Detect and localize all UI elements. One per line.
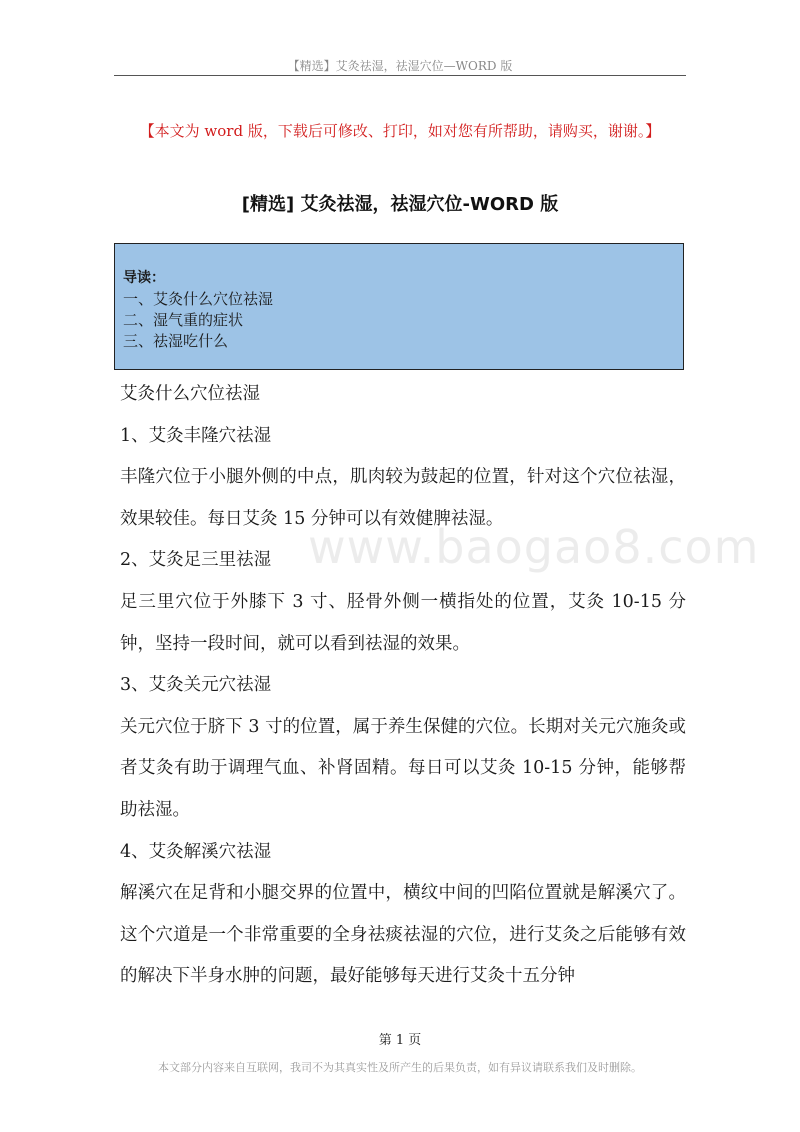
guide-label: 导读： <box>123 270 165 286</box>
paragraph-fenglong: 丰隆穴位于小腿外侧的中点，肌肉较为鼓起的位置，针对这个穴位祛湿，效果较佳。每日艾灸 15 分钟可以有效健脾祛湿。 <box>120 467 686 529</box>
page-number: 第 1 页 <box>378 1033 422 1048</box>
document-title: [精选] 艾灸祛湿，祛湿穴位-WORD 版 <box>241 194 559 215</box>
subheading-fenglong: 1、艾灸丰隆穴祛湿 <box>120 425 272 446</box>
paragraph-zusanli: 足三里穴位于外膝下 3 寸、胫骨外侧一横指处的位置，艾灸 10-15 分钟，坚持一段时间，就可以看到祛湿的效果。 <box>120 591 686 654</box>
paragraph-guanyuan: 关元穴位于脐下 3 寸的位置，属于养生保健的穴位。长期对关元穴施灸或者艾灸有助于调理气血、补肾固精。每日可以艾灸 10-15 分钟，能够帮助祛湿。 <box>120 716 686 820</box>
guide-item-3: 三、祛湿吃什么 <box>123 332 229 350</box>
guide-box <box>114 243 684 370</box>
running-header: 【精选】艾灸祛湿，祛湿穴位—WORD 版 <box>287 59 513 73</box>
subheading-guanyuan: 3、艾灸关元穴祛湿 <box>120 675 272 696</box>
watermark: www.baogao8.com <box>308 520 760 574</box>
article-body <box>120 374 686 998</box>
subheading-jiexi: 4、艾灸解溪穴祛湿 <box>120 841 272 862</box>
subheading-zusanli: 2、艾灸足三里祛湿 <box>120 550 272 571</box>
guide-item-2: 二、湿气重的症状 <box>123 311 244 329</box>
paragraph-jiexi: 解溪穴在足背和小腿交界的位置中，横纹中间的凹陷位置就是解溪穴了。这个穴道是一个非常重要的全身祛痰祛湿的穴位，进行艾灸之后能够有效的解决下半身水肿的问题，最好能够每天进行艾灸十五分钟 <box>120 883 686 987</box>
guide-item-1: 一、艾灸什么穴位祛湿 <box>123 290 274 308</box>
download-notice: 【本文为 word 版，下载后可修改、打印，如对您有所帮助，请购买，谢谢。】 <box>139 122 661 140</box>
header-divider <box>114 75 686 76</box>
section-heading: 艾灸什么穴位祛湿 <box>120 384 260 404</box>
footer-disclaimer: 本文部分内容来自互联网，我司不为其真实性及所产生的后果负责，如有异议请联系我们及时删除。 <box>158 1061 642 1074</box>
